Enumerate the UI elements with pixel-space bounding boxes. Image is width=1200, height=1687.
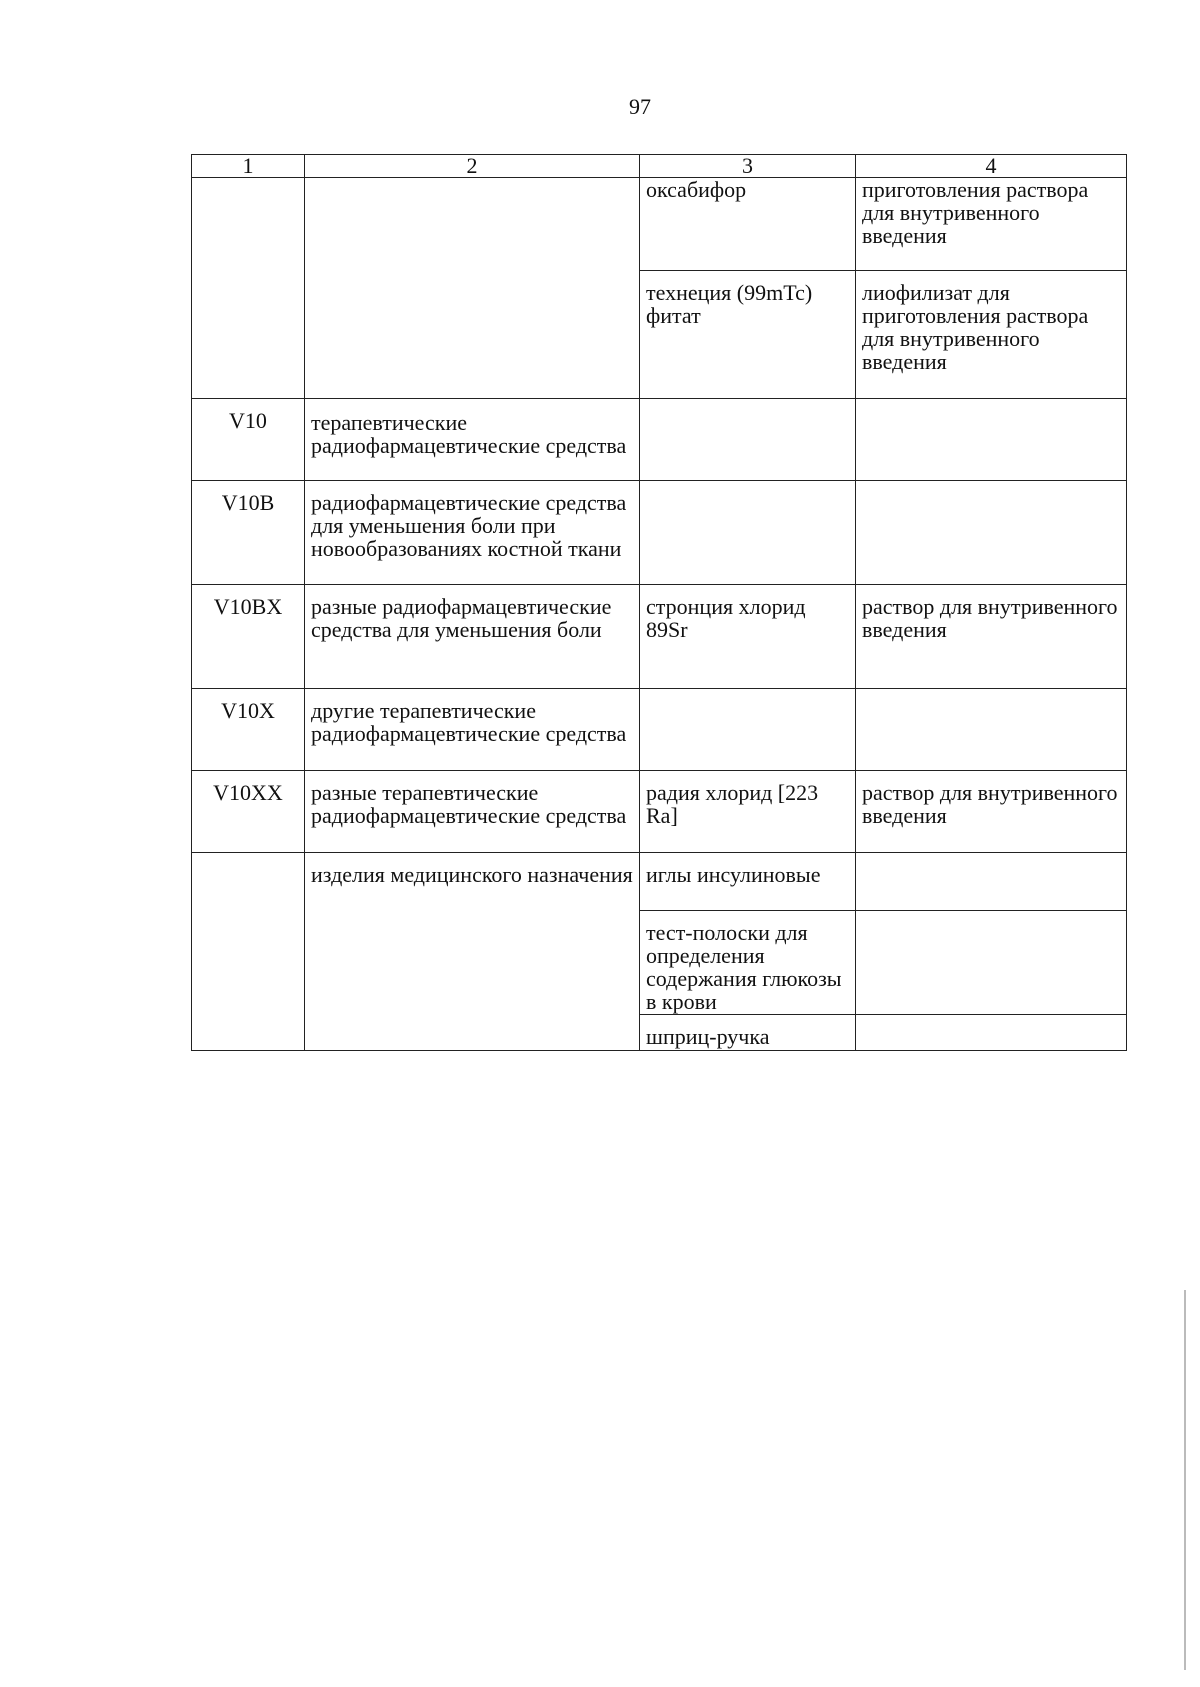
drug-table (191, 154, 1127, 1051)
drug-cell (640, 481, 856, 585)
form-cell: раствор для внутривенного введения (856, 585, 1127, 689)
table-row (192, 689, 1127, 771)
table-row (192, 853, 1127, 911)
table-row (192, 481, 1127, 585)
form-cell (856, 911, 1127, 1015)
drug-cell: тест-полоски для определения содержания глюкозы в крови (640, 911, 856, 1015)
drug-cell: технеция (99mTc) фитат (640, 271, 856, 399)
table-row (192, 399, 1127, 481)
form-cell (856, 853, 1127, 911)
column-header-2: 2 (305, 155, 640, 178)
table-row (192, 771, 1127, 853)
atc-code-cell: V10B (192, 481, 305, 585)
form-cell (856, 399, 1127, 481)
atc-code-cell: V10 (192, 399, 305, 481)
drug-cell: стронция хлорид 89Sr (640, 585, 856, 689)
name-cell: другие терапевтические радиофармацевтические средства (305, 689, 640, 771)
table-row (192, 585, 1127, 689)
code-cell (192, 853, 305, 1051)
name-cell: разные терапевтические радиофармацевтические средства (305, 771, 640, 853)
atc-code-cell: V10X (192, 689, 305, 771)
drug-cell: шприц-ручка (640, 1015, 856, 1051)
atc-code-cell: V10XX (192, 771, 305, 853)
page-number: 97 (629, 94, 651, 119)
scan-edge-line (1184, 1290, 1186, 1670)
form-cell: раствор для внутривенного введения (856, 771, 1127, 853)
drug-cell: оксабифор (640, 178, 856, 271)
name-cell: терапевтические радиофармацевтические средства (305, 399, 640, 481)
table-header-row (192, 155, 1127, 178)
form-cell: приготовления раствора для внутривенного введения (856, 178, 1127, 271)
atc-code-cell: V10BX (192, 585, 305, 689)
table-row (192, 178, 1127, 271)
code-cell (192, 178, 305, 399)
name-cell: радиофармацевтические средства для уменьшения боли при новообразованиях костной ткани (305, 481, 640, 585)
name-cell (305, 178, 640, 399)
drug-cell (640, 689, 856, 771)
form-cell (856, 689, 1127, 771)
column-header-3: 3 (640, 155, 856, 178)
form-cell (856, 481, 1127, 585)
form-cell: лиофилизат для приготовления раствора для внутривенного введения (856, 271, 1127, 399)
name-cell: разные радиофармацевтические средства для уменьшения боли (305, 585, 640, 689)
column-header-1: 1 (192, 155, 305, 178)
column-header-4: 4 (856, 155, 1127, 178)
drug-cell: иглы инсулиновые (640, 853, 856, 911)
drug-cell: радия хлорид [223 Ra] (640, 771, 856, 853)
drug-cell (640, 399, 856, 481)
form-cell (856, 1015, 1127, 1051)
name-cell: изделия медицинского назначения (305, 853, 640, 1051)
